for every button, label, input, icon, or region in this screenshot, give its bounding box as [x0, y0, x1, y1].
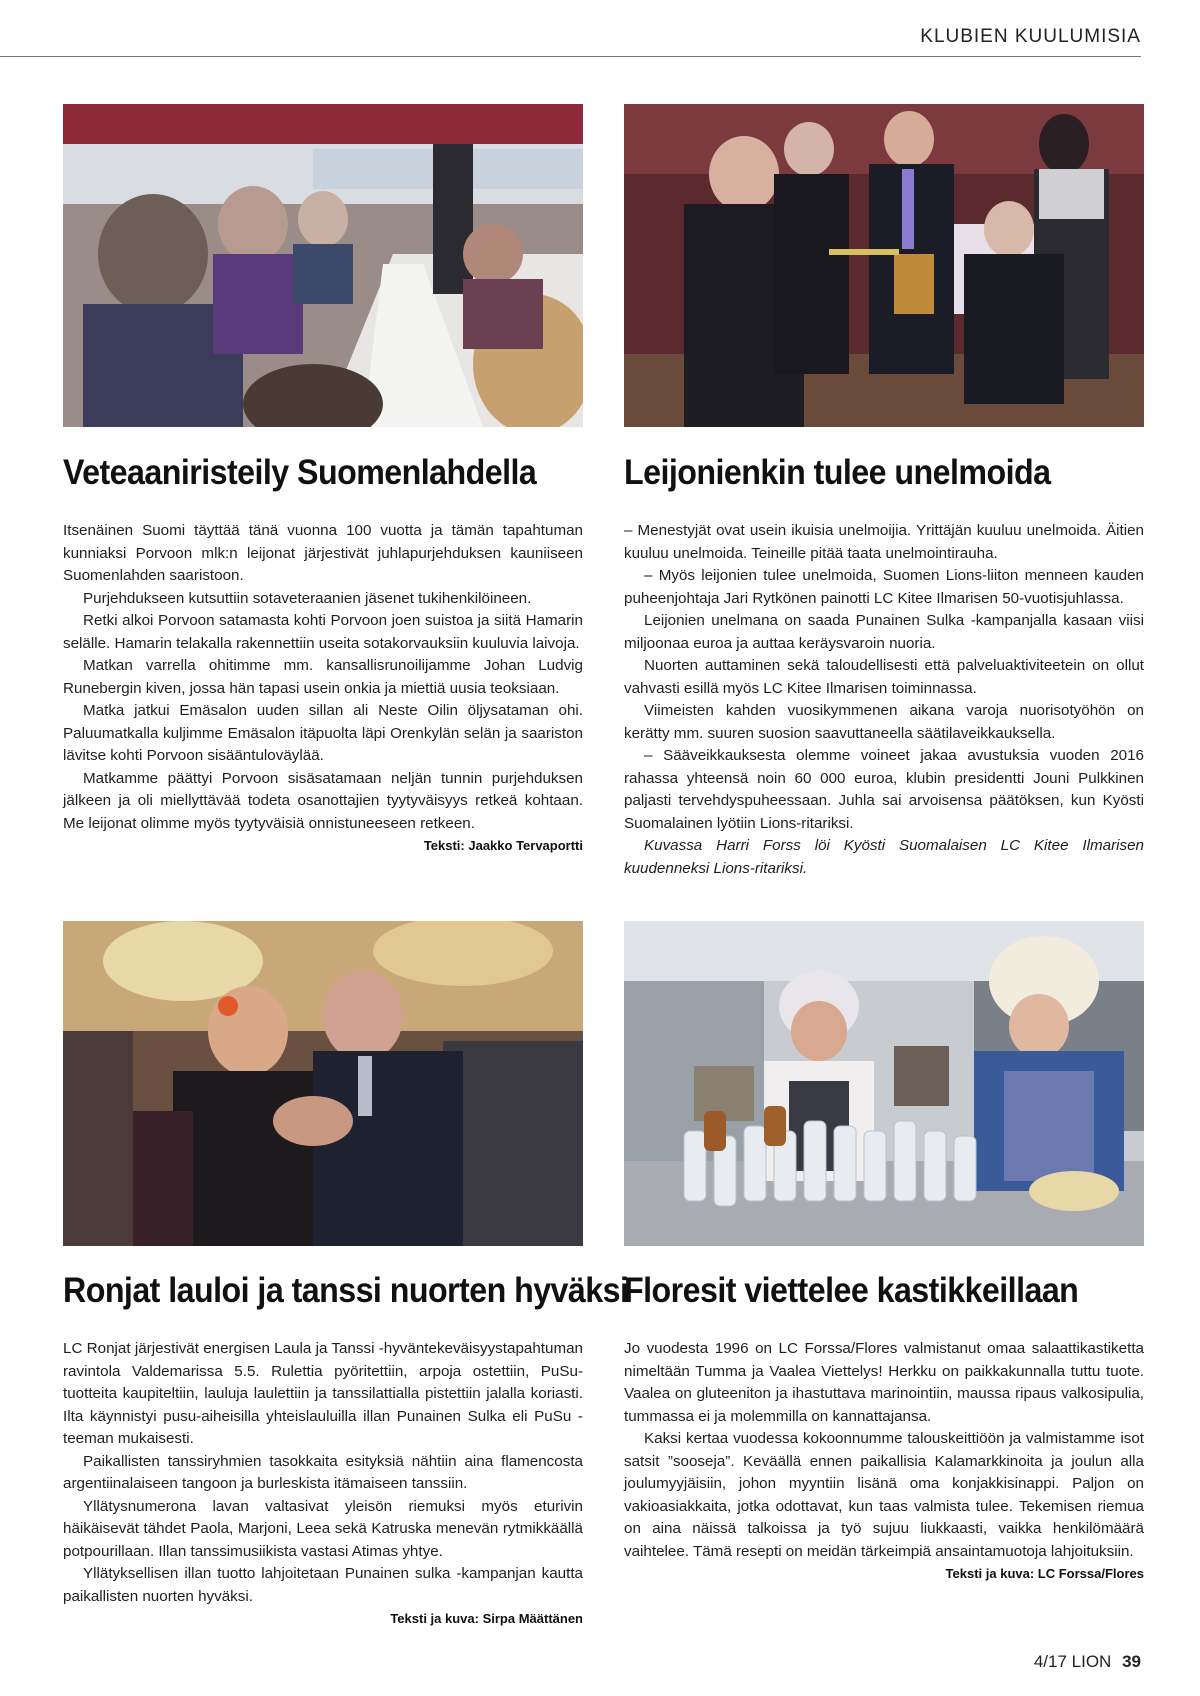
- article-title: Ronjat lauloi ja tanssi nuorten hyväksi: [63, 1271, 629, 1310]
- article-paragraph: Purjehdukseen kutsuttiin sotaveteraanien jäsenet tukihenkilöineen.: [83, 589, 532, 607]
- article-paragraph: Jo vuodesta 1996 on LC Forssa/Flores valmistanut omaa salaattikastiketta nimeltään Tumma ja Vaalea Viettelys! Herkku on paikkakunnalla tuttu tuote. Vaalea on gluteeniton ja ihastuttava marinointiin, maussa ripaus valkosipulia, tummassa ei ja molemmilla on kannattajansa.: [624, 1340, 1144, 1425]
- article-veteran-cruise: [63, 448, 583, 853]
- article-paragraph: Paikallisten tanssiryhmien tasokkaita esityksiä nähtiin aina flamencosta argentiinalaiseen tangoon ja burleskista itämaiseen tanssiin.: [63, 1452, 583, 1492]
- page-number: 39: [1122, 1652, 1141, 1671]
- article-paragraph: – Myös leijonien tulee unelmoida, Suomen Lions-liiton menneen kauden puheenjohtaja Jari Rytkönen painotti LC Kitee Ilmarisen 50-vuotisjuhlassa.: [624, 567, 1144, 607]
- header-rule: [0, 56, 1141, 57]
- section-label: KLUBIEN KUULUMISIA: [920, 26, 1141, 47]
- issue-number: 4/17: [1033, 1652, 1067, 1671]
- article-paragraph: Yllätyksellisen illan tuotto lahjoitetaan Punainen sulka -kampanjan kautta paikallisten nuorten hyväksi.: [63, 1565, 583, 1605]
- photo-dancing-couple: [63, 921, 583, 1246]
- article-paragraph: Matkamme päättyi Porvoon sisäsatamaan neljän tunnin purjehduksen jälkeen ja oli miellyttävää todeta osanottajien tyytyväisyys retkeä kohtaan. Me leijonat olimme myös tyytyväisiä onnistuneeseen retkeen.: [63, 769, 583, 832]
- page-footer: [1034, 1652, 1141, 1672]
- article-credit: Teksti: Jaakko Tervaportti: [423, 838, 583, 853]
- article-paragraph: Viimeisten kahden vuosikymmenen aikana varoja nuorisotyöhön on kerätty mm. suuren suosion saavuttaneella säätilaveikkauksella.: [624, 702, 1144, 742]
- article-paragraph: Leijonien unelmana on saada Punainen Sulka -kampanjalla kasaan viisi miljoonaa euroa ja auttaa keräysvaroin nuoria.: [624, 612, 1144, 652]
- article-credit: Teksti ja kuva: Sirpa Määttänen: [390, 1611, 583, 1626]
- article-paragraph: Matkan varrella ohitimme mm. kansallisrunoilijamme Johan Ludvig Runebergin kiven, jossa hän tapasi usein onkia ja miettiä uusia teoksiaan.: [63, 657, 583, 697]
- photo-caption: Kuvassa Harri Forss löi Kyösti Suomalaisen LC Kitee Ilmarisen kuudenneksi Lions-ritariksi.: [624, 837, 1144, 877]
- article-paragraph: LC Ronjat järjestivät energisen Laula ja Tanssi -hyväntekeväisyystapahtuman ravintola Valdemarissa 5.5. Rulettia pyöritettiin, arpoja ostettiin, PuSu-tuotteita kaupiteltiin, lauluja laulettiin ja tanssilattialla pistettiin jalalla koriasti. Ilta käynnistyi pusu-aiheisilla yhteislauluilla illan Punainen Sulka eli PuSu -teeman mukaisesti.: [63, 1340, 583, 1447]
- article-paragraph: Retki alkoi Porvoon satamasta kohti Porvoon joen suistoa ja siitä Hamarin selälle. Hamarin telakalla rakennettiin useita sotakorvauksiin kuuluvia laivoja.: [63, 612, 583, 652]
- article-ronjat-dance: [63, 1266, 629, 1626]
- article-paragraph: – Menestyjät ovat usein ikuisia unelmoijia. Yrittäjän kuuluu unelmoida. Äitien kuuluu unelmoida. Teineille pitää taata unelmointirauha.: [624, 522, 1144, 562]
- article-credit: Teksti ja kuva: LC Forssa/Flores: [945, 1566, 1144, 1581]
- article-paragraph: – Sääveikkauksesta olemme voineet jakaa avustuksia vuoden 2016 rahassa yhteensä noin 60 000 euroa, klubin presidentti Jouni Pulkkinen paljasti tervehdyspuheessaan. Juhla sai arvoisensa päätöksen, kun Kyösti Suomalainen lyötiin Lions-ritariksi.: [624, 747, 1144, 832]
- article-paragraph: Itsenäinen Suomi täyttää tänä vuonna 100 vuotta ja tämän tapahtuman kunniaksi Porvoon mlk:n leijonat järjestivät juhlapurjehduksen kauniiseen Suomenlahden saaristoon.: [63, 522, 583, 584]
- photo-knighting-ceremony: [624, 104, 1144, 427]
- magazine-name: LION: [1071, 1652, 1112, 1671]
- article-title: Leijonienkin tulee unelmoida: [624, 453, 1051, 492]
- article-paragraph: Kaksi kertaa vuodessa kokoonnumme talouskeittiöön ja valmistamme isot satsit ”sooseja”. Keväällä ennen paikallisia Kalamarkkinoita ja joulun alla joulumyyjäisiin, johon myyntiin lisänä oma konjakkisinappi. Paljon on vakioasiakkaita, jotka odottavat, kun taas valmista tulee. Tekemisen riemua on aina näissä talkoissa ja työ sujuu liukkaasti, vaikka henkilömäärä vaihtelee. Tämä resepti on meidän tärkeimpiä ansaintamuotoja lahjoituksiin.: [624, 1430, 1144, 1560]
- photo-kitchen-sauce: [624, 921, 1144, 1246]
- photo-veteran-cruise: [63, 104, 583, 427]
- article-lions-dream: [624, 448, 1144, 880]
- article-title: Floresit viettelee kastikkeillaan: [624, 1271, 1079, 1310]
- article-title: Veteaaniristeily Suomenlahdella: [63, 453, 537, 492]
- article-paragraph: Nuorten auttaminen sekä taloudellisesti että palveluaktiviteetein on ollut vahvasti esillä myös LC Kitee Ilmarisen toiminnassa.: [624, 657, 1144, 697]
- article-paragraph: Matka jatkui Emäsalon uuden sillan ali Neste Oilin öljysataman ohi. Paluumatkalla kuljimme Emäsalon itäpuolta läpi Orenkylän selän ja saariston lävitse kohti Porvoon sisääntuloväylää.: [63, 702, 583, 764]
- article-paragraph: Yllätysnumerona lavan valtasivat yleisön riemuksi myös eturivin häikäisevät tähdet Paola, Marjoni, Leea sekä Katruska menevän rytmikkäällä potpourillaan. Illan tanssimusiikista vastasi Atimas yhtye.: [63, 1497, 583, 1560]
- article-floresit-sauces: [624, 1266, 1144, 1581]
